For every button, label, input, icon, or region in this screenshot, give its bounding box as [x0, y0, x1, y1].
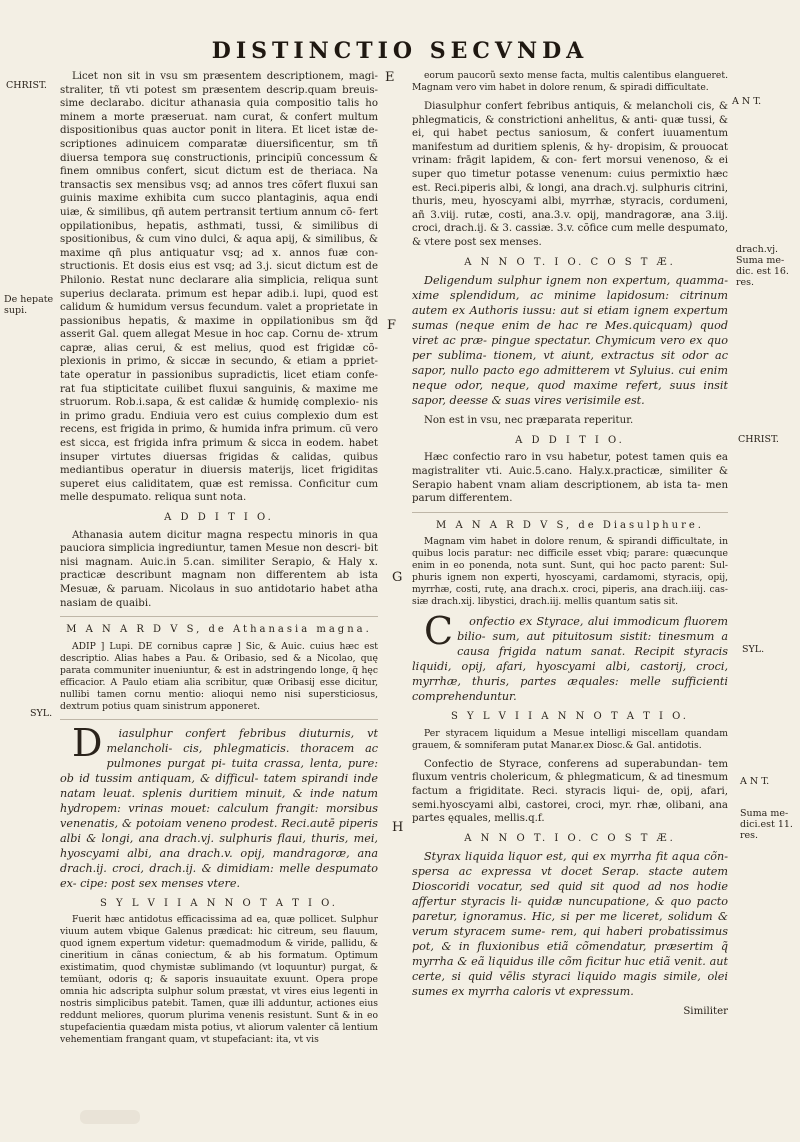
right-paragraph-4: Non est in vsu, nec præparata reperitur. [424, 415, 634, 427]
catchword: Similiter [683, 1006, 728, 1018]
left-sylvii-heading: S Y L V I I A N N O T A T I O. [100, 897, 338, 909]
right-paragraph-7: Confectio ex Styrace, alui immodicum fluorem bilio- sum, aut pituitosum sistit: tinesmum a causa frigida natum sanat. Recipit styracis liquidi, opij, afari, hyoscyami albi, castorij, croci, myrrhæ, thuris, partes æquales: melle sufficienti comprehenduntur. [412, 609, 728, 704]
right-paragraph-5: Hæc confectio raro in vsu habetur, potest tamen quis ea magistraliter vti. Auic.5.cano. Haly.x.practicæ, similiter & Serapio habent vnam aliam descriptionem, ab ista ta- men parum differentem. [412, 452, 728, 505]
margin-note-ant-2: A N T. [740, 776, 770, 787]
left-column [60, 70, 378, 1080]
left-paragraph-4: Diasulphur confert febribus diuturnis, vt melancholi- cis, phlegmaticis. thoracem ac pulmones purgat pi- tuita crassa, lenta, pure: ob id tussim antiquam, & difficul- tatem spirandi inde natam leuat. splenis duritiem minuit, & inde natum hydropem: vrinas mouet: calculum frangit: morsibus venenatis, & potoiam veneno prodest. Reci.autē piperis albi & longi, ana drach.vj. sulphuris flaui, thuris, mei, hyoscyami albi, ana drach.v. opij, mandragoræ, ana drach.ij. croci, drach.ij. & dimidiam: melle despumato ex- cipe: post sex menses vtere. [60, 720, 378, 890]
left-divider-2 [60, 719, 378, 720]
margin-note-christ-right: CHRIST. [738, 434, 779, 445]
left-paragraph-5: Fuerit hæc antidotus efficacissima ad ea, quæ pollicet. Sulphur viuum autem vbique Galenus prædicat: hic citreum, seu flauum, quod ignem expertum videtur: quemadmodum & viride, pallidu, & cineritium in cãnas coniectum, & ab his formatum. Optimum existimatim, quod chymistæ sublimando (vt loquuntur) purgat, & temüant, odoris q; & saporis insuauitate exuunt. Opera prope omnia hic adscripta sulphur solum præstat, vt vires eius legenti in nostris simplicibus patebit. Tamen, quæ illi adduntur, actiones eius reddunt meliores, quorum plurima venenis resistunt. Sunt & in eo stupefacientia quædam mista potius, vt aliorum valenter cã lentium vehementiam frangant quam, vt stupefaciant: ita, vt vis [60, 914, 378, 1046]
left-divider-1 [60, 616, 378, 617]
left-paragraph-1: Licet non sit in vsu sm præsentem descriptionem, magi- straliter, tñ vti potest sm præsentem descrip.quam breuis- sime declarabo. dicitur athanasia quia compositio talis ho minem a morte præseruat. nam curat, & confert multum dispositionibus quas auctor ponit in litera. Et licet istæ de- scriptiones adinuicem comparatæ diuersificentur, sm tñ diuersa tempora suę constructionis, principiũ concessum & finem omnibus confert, sicut dictum est de theriaca. Na transactis sex mensibus vsq; ad annos tres cõfert fluxui san guinis maxime exhibita cum succo plantaginis, aqua endi uiæ, & similibus, qñ autem pertransit tertium annum cõ- fert oppilationibus, hepatis, asthmati, tussi, & similibus di spositionibus, & cum vino dulci, & aqua apij, & similibus, & maxime qñ plus antiquatur vsq; ad x. annos fuæ con- structionis. Et dosis eius est vsq; ad 3.j. sicut dictum est de Philonio. Restat nunc declarare alia simplicia, reliqua sunt superius declarata. primum est hepar adib.i. lupi, quod est calidum & humidum versus fecundum. valet a proprietate in passionibus hepatis, & maxime in oppilationibus sm q̃d asserit Gal. quem allegat Mesue in hoc cap. Cornu de- xtrum capræ, alias cerui, & est melius, quod est frigidæ cõ- plexionis in primo, & siccæ in secundo, & etiam a ppriet- tate operatur in passionibus supradictis, licet etiam confe- rat fua stipticitate cuilibet fluxui sanguinis, & maxime me struorum. Rob.i.sapa, & est calidæ & humidę complexio- nis in primo gradu. Endiuia vero est cuius complexio dum est recens, est frigida in primo, & humida infra primum. cũ vero est sicca, est frigida infra primum & sicca in eodem. habet insuper virtutes diuersas frigidas & calidas, quibus mediantibus operatur in diuersis materijs, licet frigiditas superet eius caliditatem, quæ est remissa. Conficitur cum melle despumato. reliqua sunt nota. [60, 71, 378, 504]
margin-note-ant-1: A N T. [732, 96, 762, 107]
margin-note-suma: Suma me- dici.est 11. res. [740, 808, 793, 841]
right-paragraph-9: Confectio de Styrace, conferens ad superabundan- tem fluxum ventris cholericum, & phlegmaticum, & ad tinesmum factum a frigiditate. Reci. styracis liqui- de, opij, afari, semi.hyoscyami albi, castorei, croci, myr. rhæ, olibani, ana partes ęquales, mellis.q.f. [412, 758, 728, 825]
margin-letter-g: G [392, 570, 403, 585]
left-additio-heading: A D D I T I O. [164, 512, 274, 523]
right-paragraph-10: Styrax liquida liquor est, qui ex myrrha fit aqua cõn- spersa ac expressa vt docet Serap. stacte autem Dioscoridi vocatur, sed quid sit quod ad nos hodie affertur styracis li- quidæ nuncupatione, & quo pacto paretur, ignoramus. Hic, si per me liceret, solidum & verum styracem sume- rem, qui haberi probatissimus pot, & in fluxionibus etiã cõmendatur, præsertim q̃ myrrha & eã liquidus ille cõm ficitur huc etiã venit. aut certe, si quid vēlis styraci liquido magis simile, olei sumes ex myrrha caloris vt expressum. [412, 850, 728, 999]
margin-letter-f: F [387, 318, 397, 333]
right-paragraph-1: eorum paucorũ sexto mense facta, multis calentibus elangueret. Magnam vero vim habet in dolore renum, & spiradi difficultate. [412, 70, 728, 93]
right-manardus-heading: M A N A R D V S, de Diasulphure. [436, 519, 704, 531]
margin-note-syl: SYL. [30, 708, 53, 719]
left-manardus-heading: M A N A R D V S, de Athanasia magna. [66, 624, 372, 636]
margin-note-christ: CHRIST. [6, 80, 47, 91]
margin-note-hepate: De hepate supi. [4, 294, 54, 316]
left-paragraph-3: ADIP ] Lupi. DE cornibus capræ ] Sic, & Auic. cuius hæc est descriptio. Alias habes a Pau. & Oribasio, sed & a Nicolao, quę parata communiter inueniuntur, & est in adstringendo longe, q̃ hęc efficacior. A Paulo etiam alia scribitur, quæ Oribasij esse dicitur, nullibi tamen cornu mentio: alioqui nemo nisi supersticiosus, dextrum potius quam sinistrum apponeret. [60, 640, 378, 712]
margin-note-syl-right: SYL. [742, 644, 765, 655]
right-paragraph-6: Magnam vim habet in dolore renum, & spirandi difficultate, in quibus locis paratur: nec difficile esset vbiq; parare: quæcunque enim in eo ponenda, nota sunt. Sunt, qui hoc pacto parent: Sul- phuris ignem non experti, hyoscyami, cardamomi, styracis, opij, myrrhæ, costi, rutę, ana drach.x. croci, piperis, ana drach.iiij. cas- siæ drach.xij. libystici, drach.iij. mellis quantum satis sit. [412, 536, 728, 608]
right-column [412, 70, 728, 1080]
right-paragraph-2: Diasulphur confert febribus antiquis, & melancholi cis, & phlegmaticis, & constrictioni anhelitus, & anti- quæ tussi, & ei, qui habet pectus saniosum, & confert iuuamentum manifestum ad duritiem splenis, & hy- dropisim, & prouocat vrinam: frāgit lapidem, & con- fert morsui venenoso, & ei super quo timetur potasse venenum: cuius permixtio hæc est. Reci.piperis albi, & longi, ana drach.vj. sulphuris citrini, thuris, meu, hyoscyami albi, myrrhæ, styracis, cordumeni, añ 3.viij. rutæ, costi, ana.3.v. opij, mandragoræ, ana 3.iij. croci, drach.ij. & 3. cassiæ. 3.v. cõfice cum melle despumato, & vtere post sex menses. [412, 101, 728, 248]
margin-letter-h: H [392, 820, 404, 835]
margin-letter-e: E [385, 70, 395, 85]
right-paragraph-3: Deligendum sulphur ignem non expertum, quamma- xime splendidum, ac minime lapidosum: citrinum autem ex Authoris iussu: aut si etiam ignem expertum sumas (neque enim de hac re Mes.quicquam) quod viret ac præ- pingue spectatur. Chymicum vero ex quo per sublima- tionem, vt aiunt, extractus sit odor ac sapor, nullo pacto ego admitterem vt Syluius. cui enim neque odor, neque, quod maxime refert, suus insit sapor, deesse & suas vires verisimile est. [412, 274, 728, 408]
page-header-title: DISTINCTIO SECVNDA [211, 38, 589, 64]
right-costae-heading-2: A N N O T. I O. C O S T Æ. [464, 832, 676, 844]
right-sylvii-heading: S Y L V I I A N N O T A T I O. [451, 711, 689, 723]
right-costae-heading: A N N O T. I O. C O S T Æ. [464, 256, 676, 268]
left-paragraph-2: Athanasia autem dicitur magna respectu minoris in qua pauciora simplicia ingrediuntur, tamen Mesue non descri- bit nisi magnam. Auic.in 5.can. similiter Serapio, & Haly x. practicæ describunt magnam non differentem ab ista Mesuæ, & paruam. Nicolaus in suo antidotario habet atha nasiam de quaibi. [60, 529, 378, 609]
right-paragraph-8: Per styracem liquidum a Mesue intelligi miscellam quandam grauem, & somniferam putat Manar.ex Diosc.& Gal. antidotis. [412, 727, 728, 751]
right-divider-1 [412, 512, 728, 513]
page-stain [80, 1110, 140, 1124]
right-additio-heading: A D D I T I O. [515, 434, 625, 446]
margin-note-drach: drach.vj. Suma me- dic. est 16. res. [736, 244, 789, 288]
